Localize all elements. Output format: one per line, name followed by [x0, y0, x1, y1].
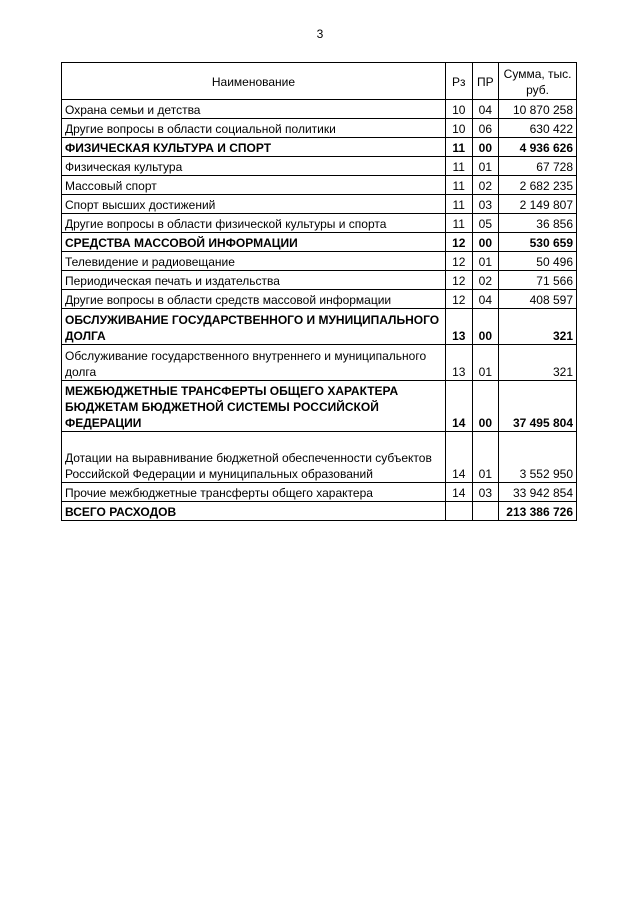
row-name: Периодическая печать и издательства [62, 271, 446, 290]
row-pr: 01 [472, 345, 499, 381]
table-row [62, 157, 577, 176]
row-sum: 33 942 854 [499, 483, 577, 502]
table-body [62, 100, 577, 521]
table-row [62, 119, 577, 138]
header-name: Наименование [62, 63, 446, 100]
row-name: Другие вопросы в области физической культуры и спорта [62, 214, 446, 233]
row-pr: 02 [472, 176, 499, 195]
row-rz: 13 [445, 309, 472, 345]
row-name: Спорт высших достижений [62, 195, 446, 214]
table-row [62, 100, 577, 119]
row-pr: 00 [472, 233, 499, 252]
table-row [62, 195, 577, 214]
row-name: Другие вопросы в области средств массовой информации [62, 290, 446, 309]
table-row [62, 483, 577, 502]
row-name: Физическая культура [62, 157, 446, 176]
row-name: Массовый спорт [62, 176, 446, 195]
row-sum: 50 496 [499, 252, 577, 271]
row-name: ВСЕГО РАСХОДОВ [62, 502, 446, 521]
row-pr: 02 [472, 271, 499, 290]
row-name: ФИЗИЧЕСКАЯ КУЛЬТУРА И СПОРТ [62, 138, 446, 157]
row-rz: 14 [445, 381, 472, 432]
row-sum: 321 [499, 309, 577, 345]
row-sum: 2 682 235 [499, 176, 577, 195]
row-name: ОБСЛУЖИВАНИЕ ГОСУДАРСТВЕННОГО И МУНИЦИПАЛЬНОГО ДОЛГА [62, 309, 446, 345]
row-rz: 12 [445, 290, 472, 309]
row-pr: 03 [472, 195, 499, 214]
row-pr: 03 [472, 483, 499, 502]
row-sum: 67 728 [499, 157, 577, 176]
row-rz: 12 [445, 271, 472, 290]
row-rz: 11 [445, 157, 472, 176]
row-sum: 36 856 [499, 214, 577, 233]
row-name: Дотации на выравнивание бюджетной обеспеченности субъектов Российской Федерации и муниципальных образований [62, 432, 446, 483]
row-sum: 530 659 [499, 233, 577, 252]
row-sum: 10 870 258 [499, 100, 577, 119]
row-sum: 37 495 804 [499, 381, 577, 432]
table-row [62, 176, 577, 195]
row-name: Другие вопросы в области социальной политики [62, 119, 446, 138]
table-row [62, 290, 577, 309]
row-rz: 10 [445, 100, 472, 119]
row-sum: 4 936 626 [499, 138, 577, 157]
table-row [62, 309, 577, 345]
row-pr: 04 [472, 100, 499, 119]
row-pr: 00 [472, 309, 499, 345]
row-sum: 213 386 726 [499, 502, 577, 521]
table-row [62, 502, 577, 521]
row-rz: 14 [445, 432, 472, 483]
table-row [62, 345, 577, 381]
row-name: Прочие межбюджетные трансферты общего характера [62, 483, 446, 502]
row-pr: 06 [472, 119, 499, 138]
row-name: СРЕДСТВА МАССОВОЙ ИНФОРМАЦИИ [62, 233, 446, 252]
row-rz: 13 [445, 345, 472, 381]
row-sum: 630 422 [499, 119, 577, 138]
row-name: Телевидение и радиовещание [62, 252, 446, 271]
row-name: Охрана семьи и детства [62, 100, 446, 119]
row-pr: 00 [472, 381, 499, 432]
row-sum: 71 566 [499, 271, 577, 290]
row-pr: 01 [472, 157, 499, 176]
table-row [62, 271, 577, 290]
row-sum: 2 149 807 [499, 195, 577, 214]
row-rz: 11 [445, 176, 472, 195]
row-name: МЕЖБЮДЖЕТНЫЕ ТРАНСФЕРТЫ ОБЩЕГО ХАРАКТЕРА БЮДЖЕТАМ БЮДЖЕТНОЙ СИСТЕМЫ РОССИЙСКОЙ ФЕДЕРАЦИИ [62, 381, 446, 432]
row-sum: 3 552 950 [499, 432, 577, 483]
row-rz: 12 [445, 233, 472, 252]
row-rz [445, 502, 472, 521]
row-pr: 01 [472, 432, 499, 483]
row-rz: 11 [445, 138, 472, 157]
table-row [62, 432, 577, 483]
table-row [62, 214, 577, 233]
row-pr [472, 502, 499, 521]
table-row [62, 233, 577, 252]
row-sum: 408 597 [499, 290, 577, 309]
row-rz: 14 [445, 483, 472, 502]
header-rz: Рз [445, 63, 472, 100]
row-rz: 10 [445, 119, 472, 138]
row-rz: 11 [445, 195, 472, 214]
table-row [62, 252, 577, 271]
row-pr: 05 [472, 214, 499, 233]
header-pr: ПР [472, 63, 499, 100]
header-sum: Сумма, тыс. руб. [499, 63, 577, 100]
row-rz: 12 [445, 252, 472, 271]
budget-table [61, 62, 577, 521]
row-sum: 321 [499, 345, 577, 381]
page-number: 3 [316, 27, 324, 41]
table-row [62, 381, 577, 432]
table-header-row [62, 63, 577, 100]
row-pr: 01 [472, 252, 499, 271]
row-name: Обслуживание государственного внутреннего и муниципального долга [62, 345, 446, 381]
table-row [62, 138, 577, 157]
row-pr: 04 [472, 290, 499, 309]
row-rz: 11 [445, 214, 472, 233]
row-pr: 00 [472, 138, 499, 157]
